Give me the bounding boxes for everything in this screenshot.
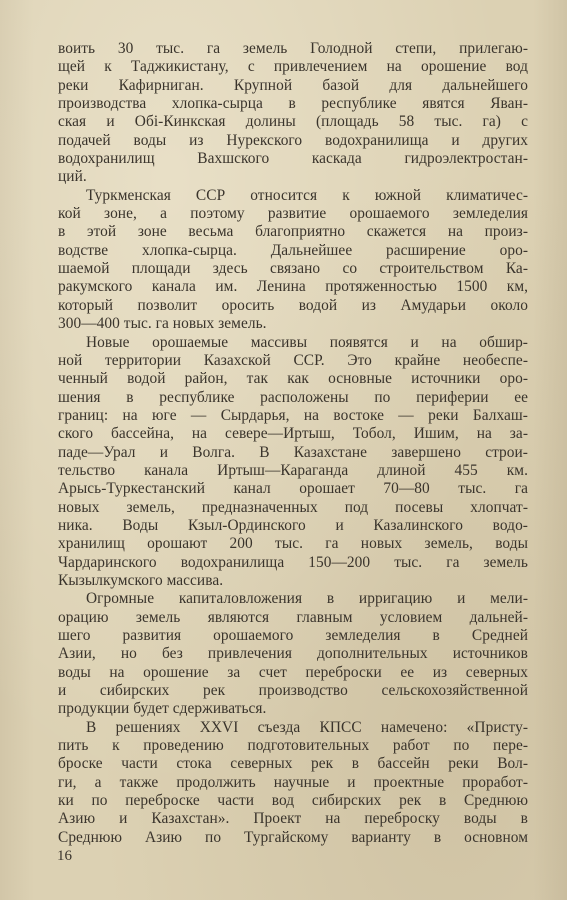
text-line: Чардаринского водохранилища 150—200 тыс. га земель xyxy=(58,553,528,571)
text-line: паде—Урал и Волга. В Казахстане завершено строи- xyxy=(58,443,528,461)
page-number: 16 xyxy=(57,848,72,864)
text-line: ки по переброске части вод сибирских рек в Среднюю xyxy=(58,792,528,810)
text-line: производства хлопка-сырца в республике явятся Яван- xyxy=(58,95,528,113)
text-line: тельство канала Иртыш—Караганда длиной 455 км. xyxy=(58,461,528,479)
text-line: ракумского канала им. Ленина протяженностью 1500 км, xyxy=(58,278,528,296)
text-line: Среднюю Азию по Тургайскому варианту в основном xyxy=(58,828,528,846)
text-line: и сибирских рек производство сельскохозяйственной xyxy=(58,682,528,700)
text-line: Кызылкумского массива. xyxy=(58,571,224,589)
text-line: щей к Таджикистану, с привлечением на орошение вод xyxy=(58,58,528,76)
paragraph-1 xyxy=(58,40,528,187)
text-line: ская и Обі-Кинкская долины (площадь 58 тыс. га) с xyxy=(58,113,528,131)
paragraph-3 xyxy=(58,334,528,591)
text-line: броске части стока северных рек в бассейн реки Вол- xyxy=(58,755,528,773)
text-line: Азии, но без привлечения дополнительных источников xyxy=(58,645,528,663)
text-line: ченный водой район, так как основные источники оро- xyxy=(58,370,528,388)
paragraph-2 xyxy=(58,187,528,334)
text-line: орацию земель являются главным условием дальней- xyxy=(58,608,528,626)
text-line: Туркменская ССР относится к южной климатичес- xyxy=(86,186,528,204)
text-line: пить к проведению подготовительных работ по пере- xyxy=(58,737,528,755)
paragraph-4 xyxy=(58,590,528,718)
paragraph-5 xyxy=(58,719,528,847)
text-line: новых земель, предназначенных под посевы хлопчат- xyxy=(58,498,528,516)
text-line: в этой зоне весьма благоприятно скажется на произ- xyxy=(58,223,528,241)
text-line: воить 30 тыс. га земель Голодной степи, прилегаю- xyxy=(58,40,528,57)
text-line: ций. xyxy=(58,168,87,186)
text-line: шаемой площади здесь связано со строительством Ка- xyxy=(58,260,528,278)
text-line: шего развития орошаемого земледелия в Средней xyxy=(58,627,528,644)
text-line: Азию и Казахстан». Проект на переброску воды в xyxy=(58,810,528,828)
text-line: который позволит оросить водой из Амударьи около xyxy=(58,296,528,314)
text-line: ги, а также продолжить научные и проектные проработ- xyxy=(58,773,528,791)
text-line: ского бассейна, на севере—Иртыш, Тобол, Ишим, на за- xyxy=(58,425,528,443)
text-line: ной территории Казахской ССР. Это крайне необеспе- xyxy=(58,351,528,369)
text-line: В решениях XXVI съезда КПСС намечено: «Присту- xyxy=(86,718,528,736)
text-line: 300—400 тыс. га новых земель. xyxy=(58,315,267,333)
text-line: Новые орошаемые массивы появятся и на обшир- xyxy=(86,333,528,351)
text-line: шения в республике расположены по периферии ее xyxy=(58,388,528,406)
text-line: продукции будет сдерживаться. xyxy=(58,700,267,718)
text-line: воды на орошение за счет переброски ее из северных xyxy=(58,663,528,681)
text-line: ника. Воды Кзыл-Ординского и Казалинского водо- xyxy=(58,516,528,534)
text-line: границ: на юге — Сырдарья, на востоке — реки Балхаш- xyxy=(58,406,528,424)
text-line: Огромные капиталовложения в ирригацию и мели- xyxy=(86,590,528,608)
text-line: кой зоне, а поэтому развитие орошаемого земледелия xyxy=(58,205,528,223)
text-line: хранилищ орошают 200 тыс. га новых земель, воды xyxy=(58,535,528,553)
text-line: водстве хлопка-сырца. Дальнейшее расширение оро- xyxy=(58,241,528,259)
text-line: водохранилищ Вахшского каскада гидроэлектростан- xyxy=(58,150,528,168)
page-body xyxy=(58,40,528,847)
text-line: подачей воды из Нурекского водохранилища и других xyxy=(58,131,528,149)
text-line: реки Кафирниган. Крупной базой для дальнейшего xyxy=(58,76,528,94)
text-line: Арысь-Туркестанский канал орошает 70—80 тыс. га xyxy=(58,480,528,498)
